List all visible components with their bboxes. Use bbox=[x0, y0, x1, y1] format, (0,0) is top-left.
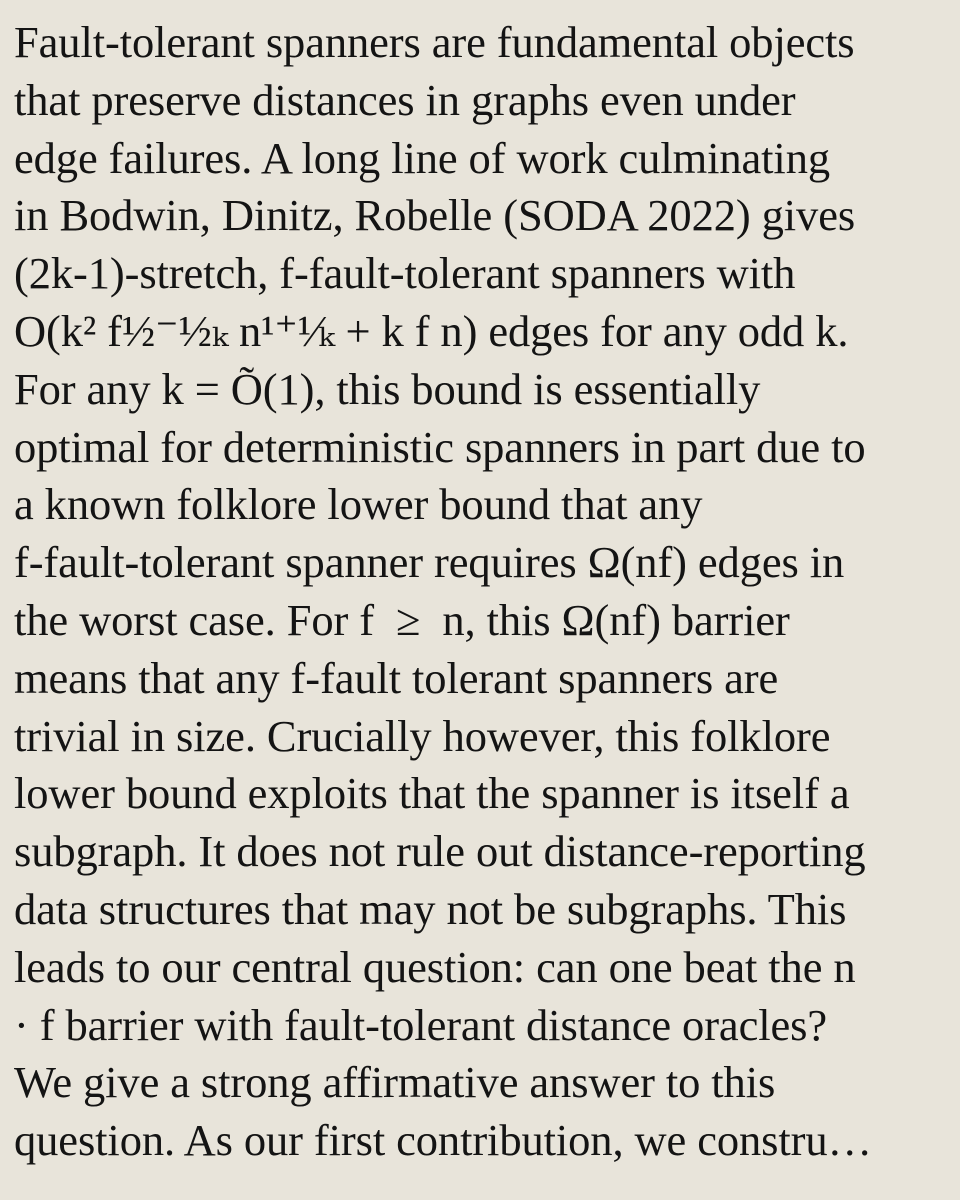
abstract-line-20: question. As our first contribution, we constru… bbox=[14, 1115, 872, 1166]
abstract-text bbox=[14, 14, 950, 1170]
abstract-line-9: a known folklore lower bound that any bbox=[14, 479, 703, 530]
abstract-line-7: For any k = Õ(1), this bound is essentially bbox=[14, 363, 761, 414]
abstract-line-13: trivial in size. Crucially however, this folklore bbox=[14, 710, 831, 761]
abstract-line-5: (2k-1)-stretch, f-fault-tolerant spanners with bbox=[14, 248, 796, 299]
abstract-line-10: f-fault-tolerant spanner requires Ω(nf) edges in bbox=[14, 537, 845, 588]
abstract-line-19: We give a strong affirmative answer to this bbox=[14, 1057, 776, 1108]
abstract-line-16: data structures that may not be subgraphs. This bbox=[14, 883, 847, 934]
abstract-line-17: leads to our central question: can one beat the n bbox=[14, 941, 856, 992]
abstract-line-8: optimal for deterministic spanners in part due to bbox=[14, 421, 866, 472]
abstract-line-15: subgraph. It does not rule out distance-reporting bbox=[14, 826, 866, 877]
abstract-line-4: in Bodwin, Dinitz, Robelle (SODA 2022) gives bbox=[14, 190, 856, 241]
abstract-line-14: lower bound exploits that the spanner is itself a bbox=[14, 768, 850, 819]
abstract-line-1: Fault-tolerant spanners are fundamental objects bbox=[14, 17, 855, 67]
abstract-line-3: edge failures. A long line of work culminating bbox=[14, 132, 830, 183]
abstract-line-6: O(k² f½⁻½ₖ n¹⁺¹⁄ₖ + k f n) edges for any odd k. bbox=[14, 305, 849, 356]
abstract-line-11: the worst case. For f ≥ n, this Ω(nf) barrier bbox=[14, 594, 790, 645]
abstract-line-12: means that any f-fault tolerant spanners are bbox=[14, 652, 779, 703]
abstract-line-18: · f barrier with fault-tolerant distance oracles? bbox=[14, 999, 828, 1050]
abstract-line-2: that preserve distances in graphs even under bbox=[14, 74, 796, 125]
